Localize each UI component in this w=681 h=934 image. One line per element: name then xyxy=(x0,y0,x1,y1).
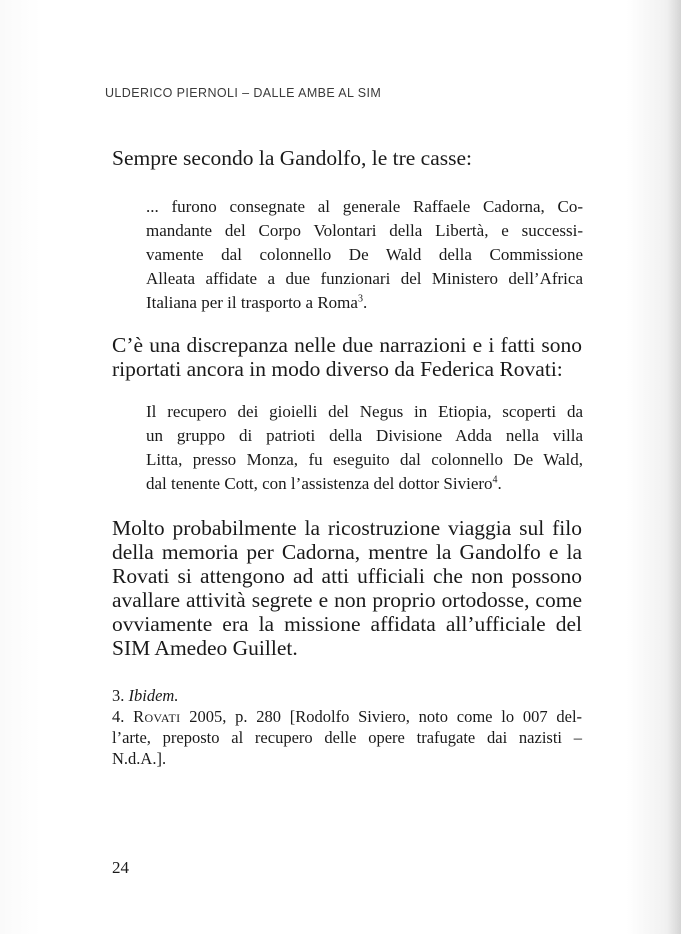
text-line: vamente dal colonnello De Wald della Commissione xyxy=(146,245,583,264)
text-line: Molto probabilmente la ricostruzione viaggia sul filo xyxy=(112,516,582,540)
footnote-4-line: N.d.A.]. xyxy=(112,749,167,768)
footnote-4-line: l’arte, preposto al recupero delle opere trafugate dai nazisti – xyxy=(112,728,582,747)
footnote-text: Ibidem. xyxy=(128,686,179,705)
footnote-ref-3[interactable]: 3 xyxy=(357,293,363,305)
footnote-text: 2005, p. 280 [Rodolfo Siviero, noto come lo 007 del- xyxy=(189,707,583,726)
text-line: SIM Amedeo Guillet. xyxy=(112,636,298,660)
text-line xyxy=(146,291,583,315)
footnote-3 xyxy=(112,685,582,706)
paragraph-intro xyxy=(112,146,582,170)
text-line-end: . xyxy=(497,474,502,493)
text-line: ... furono consegnate al generale Raffaele Cadorna, Co- xyxy=(146,197,583,216)
text-line: Sempre secondo la Gandolfo, le tre casse: xyxy=(112,146,472,170)
text-line: ovviamente era la missione affidata all’ufficiale del xyxy=(112,612,582,636)
text-line: mandante del Corpo Volontari della Libertà, e successi- xyxy=(146,221,583,240)
text-line-content: Italiana per il trasporto a Roma xyxy=(146,293,358,312)
text-line: Alleata affidate a due funzionari del Ministero dell’Africa xyxy=(146,269,583,288)
text-line: Il recupero dei gioielli del Negus in Etiopia, scoperti da xyxy=(146,402,583,421)
text-line-content: dal tenente Cott, con l’assistenza del dottor Siviero xyxy=(146,474,493,493)
text-line: Rovati si attengono ad atti ufficiali che non possono xyxy=(112,564,582,588)
paragraph-discrepancy xyxy=(112,333,582,381)
page-number: 24 xyxy=(112,858,129,877)
text-line: riportati ancora in modo diverso da Federica Rovati: xyxy=(112,357,563,381)
footnote-number: 4. xyxy=(112,707,125,726)
paragraph-conclusion xyxy=(112,516,582,660)
text-line: C’è una discrepanza nelle due narrazioni e i fatti sono xyxy=(112,333,582,357)
text-line xyxy=(146,472,583,496)
footnote-4-line xyxy=(112,706,582,727)
text-line: della memoria per Cadorna, mentre la Gandolfo e la xyxy=(112,540,582,564)
text-line-end: . xyxy=(362,293,368,312)
text-line: Litta, presso Monza, fu eseguito dal colonnello De Wald, xyxy=(146,450,583,469)
text-line: un gruppo di patrioti della Divisione Adda nella villa xyxy=(146,426,583,445)
block-quote-rovati xyxy=(146,400,583,496)
text-line: avallare attività segrete e non proprio ortodosse, come xyxy=(112,588,582,612)
block-quote-gandolfo xyxy=(146,195,583,315)
footnote-ref-4[interactable]: 4 xyxy=(492,474,498,486)
footnote-author: Rovati xyxy=(133,707,181,726)
running-head: ULDERICO PIERNOLI – DALLE AMBE AL SIM xyxy=(105,86,382,100)
footnotes xyxy=(112,685,582,769)
footnote-number: 3. xyxy=(112,686,125,705)
page-edge-shadow xyxy=(667,0,681,934)
